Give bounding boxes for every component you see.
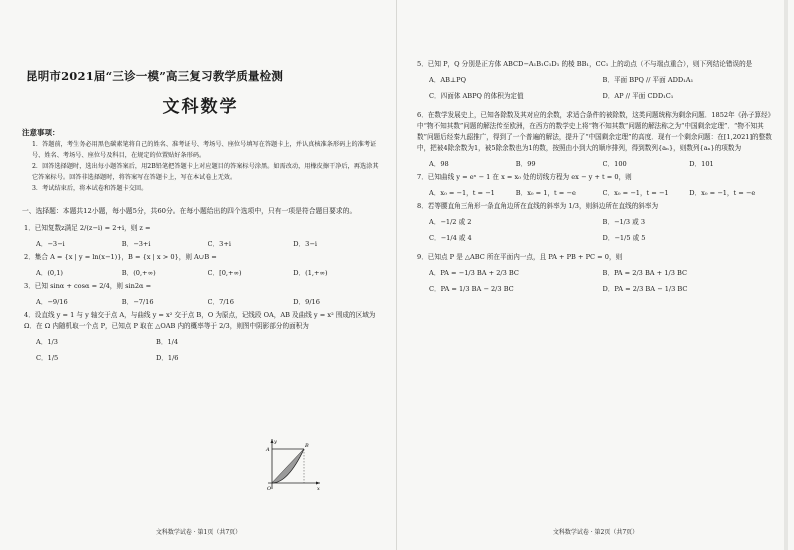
scan-edge-shadow — [784, 0, 788, 550]
option-a: A．−3−i — [36, 239, 65, 248]
notice-item: 3．考试结束后，将本试卷和答题卡交回。 — [32, 185, 148, 192]
label-b: B — [305, 443, 309, 449]
option-d: D．1/6 — [156, 353, 179, 362]
section-intro: 一、选择题：本题共12小题，每小题5分，共60分。在每小题给出的四个选项中，只有一项是符合题目要求的。 — [22, 206, 357, 215]
option-b: B．99 — [515, 160, 536, 168]
page-footer: 文科数学试卷 · 第2页（共7页） — [552, 529, 639, 536]
question-stem: 2．集合 A = {x | y = ln(x−1)}，B = {x | x > 0}，则 A∪B = — [24, 252, 217, 261]
question-7 — [415, 172, 776, 197]
option-a: A．(0,1) — [36, 268, 63, 277]
option-c: C．PA = 1/3 BA − 2/3 BC — [429, 285, 514, 293]
option-a: A．PA = −1/3 BA + 2/3 BC — [429, 269, 519, 277]
option-list — [429, 158, 776, 168]
question-4 — [22, 310, 379, 368]
option-list — [36, 336, 276, 368]
option-list — [429, 216, 776, 248]
exam-title: 昆明市2021届“三诊一模”高三复习教学质量检测 — [26, 69, 284, 83]
page-right — [397, 0, 794, 550]
option-d: D．3−i — [293, 239, 317, 248]
option-c: C．100 — [602, 160, 627, 168]
option-a: A．−1/2 或 2 — [429, 218, 472, 226]
question-stem: 4．设直线 y = 1 与 y 轴交于点 A，与曲线 y = x² 交于点 B，O 为原点，记线段 OA，AB 及曲线 y = x² 围成的区域为 Ω．在 Ω 内随机取一个点 P，已知点 P 取在 △OAB 内的概率等于 2/3，则图中阴影部分的面积为 — [24, 310, 376, 330]
parabola-region-figure — [262, 437, 322, 493]
notice-heading: 注意事项： — [22, 128, 60, 137]
option-b: B．PA = 2/3 BA + 1/3 BC — [602, 269, 688, 277]
option-b: B．−7/16 — [121, 297, 154, 306]
question-6 — [415, 110, 776, 168]
option-c: C．x₀ = −1，t = −1 — [602, 189, 669, 197]
option-d: D．PA = 2/3 BA − 1/3 BC — [602, 285, 688, 293]
option-c: C．3+i — [207, 239, 231, 248]
notice-list — [32, 140, 379, 195]
option-b: B．−3+i — [121, 239, 151, 248]
option-c: C．1/5 — [36, 353, 59, 362]
option-a: A．98 — [429, 160, 449, 168]
option-a: A．−9/16 — [36, 297, 68, 306]
option-d: D．−1/5 或 5 — [602, 234, 646, 242]
label-a: A — [266, 447, 270, 453]
question-stem: 6．在数学发展史上，已知各除数及其对应的余数，求适合条件的被除数，这类问题统称为剩余问题．1852年《孙子算经》中“物不知其数”问题的解法传至欧洲，在西方的数学史上将“物不知其数”问题的解法称之为“中国剩余定理”．“物不知其数”问题后经秦九韶推广，得到了一个普遍的解法，提升了“中国剩余定理”的高度．现有一个剩余问题：在[1,2021]的整数中，把被4除余数为1，被5除余数也为1的数，按照由小到大的顺序排列，得到数列{aₙ}，则数列{aₙ}的项数为 — [417, 111, 775, 152]
option-list — [36, 238, 379, 248]
label-y: y — [274, 439, 277, 445]
question-stem: 7．已知曲线 y = eˣ − 1 在 x = x₀ 处的切线方程为 ex − y + t = 0，则 — [417, 173, 632, 181]
option-d: D．101 — [689, 160, 714, 168]
option-a: A．1/3 — [36, 337, 58, 346]
subject-title: 文科数学 — [162, 97, 239, 117]
question-stem: 5．已知 P，Q 分别是正方体 ABCD−A₁B₁C₁D₁ 的棱 BB₁，CC₁ 上的动点（不与端点重合），则下列结论错误的是 — [417, 60, 753, 68]
question-1 — [22, 223, 379, 248]
option-b: B．平面 BPQ // 平面 ADD₁A₁ — [602, 76, 694, 84]
option-b: B．(0,+∞) — [121, 268, 156, 277]
page-footer: 文科数学试卷 · 第1页（共7页） — [155, 529, 242, 536]
option-list — [36, 267, 379, 277]
option-d: D．9/16 — [293, 297, 320, 306]
option-list — [429, 267, 776, 299]
question-9 — [415, 252, 776, 299]
option-b: B．x₀ = 1，t = −e — [515, 189, 576, 197]
option-c: C．[0,+∞) — [207, 268, 242, 277]
x-arrow-icon — [316, 482, 320, 485]
question-stem: 8．若等腰直角三角形一条直角边所在直线的斜率为 1/3，则斜边所在直线的斜率为 — [417, 202, 659, 210]
option-d: D．AP // 平面 CDD₁C₁ — [602, 92, 674, 100]
option-a: A．AB⊥PQ — [429, 76, 467, 84]
question-stem: 9．已知点 P 是 △ABC 所在平面内一点，且 PA + PB + PC = 0，则 — [417, 253, 623, 261]
option-list — [429, 74, 776, 106]
option-list — [36, 296, 379, 306]
question-5 — [415, 59, 776, 106]
question-3 — [22, 281, 379, 306]
option-c: C．四面体 ABPQ 的体积为定值 — [429, 92, 524, 100]
option-b: B．1/4 — [156, 337, 179, 346]
question-stem: 1．已知复数z满足 2/(z−i) = 2+i，则 z = — [24, 223, 151, 232]
notice-item: 2．回答选择题时，选出每小题答案后，用2B铅笔把答题卡上对应题目的答案标号涂黑。如需改动，用橡皮擦干净后，再选涂其它答案标号。回答非选择题时，将答案写在答题卡上，写在本试卷上无效。 — [32, 163, 379, 181]
question-stem: 3．已知 sinα + cosα = 2/4，则 sin2α = — [24, 281, 152, 290]
option-list — [429, 187, 776, 197]
option-a: A．x₀ = −1，t = −1 — [429, 189, 495, 197]
notice-item: 1．答题前，考生务必用黑色碳素笔将自己的姓名、准考证号、考场号、座位号填写在答题卡上，并认真核准条形码上的准考证号、姓名、考场号、座位号及科目，在规定的位置贴好条形码。 — [32, 141, 377, 159]
option-d: D．(1,+∞) — [293, 268, 328, 277]
label-x: x — [317, 486, 320, 492]
option-c: C．7/16 — [207, 297, 234, 306]
label-o: O — [267, 486, 272, 492]
option-b: B．−1/3 或 3 — [602, 218, 646, 226]
question-8 — [415, 201, 776, 248]
question-2 — [22, 252, 379, 277]
option-c: C．−1/4 或 4 — [429, 234, 472, 242]
option-d: D．x₀ = −1，t = −e — [689, 189, 756, 197]
